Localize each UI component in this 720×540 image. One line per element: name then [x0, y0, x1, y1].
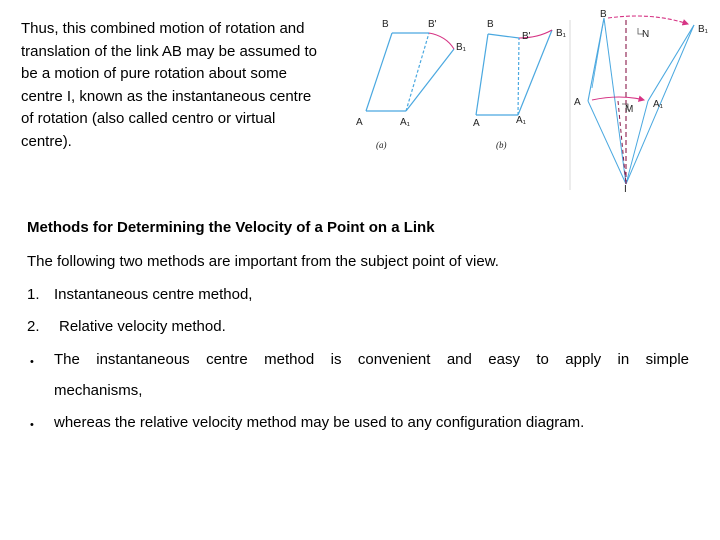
panel-b: [473, 19, 567, 150]
bullet-marker: •: [30, 419, 34, 431]
section-heading: Methods for Determining the Velocity of a Point on a Link: [27, 219, 435, 236]
label-a-Bprime: B': [428, 19, 437, 30]
intro-line: centre I, known as the instantaneous centre: [21, 87, 312, 105]
item-text: Instantaneous centre method,: [54, 286, 253, 303]
bullet-text: whereas the relative velocity method may be used to any configuration diagram.: [54, 414, 585, 431]
caption-b: (b): [496, 140, 507, 150]
link-c-A1B1: [648, 25, 694, 101]
label-c-I: I: [624, 184, 627, 193]
link-a-right: [406, 49, 454, 111]
label-c-N: N: [642, 29, 650, 40]
link-b-right: [518, 30, 552, 115]
label-b-Bprime: B': [522, 31, 531, 42]
label-b-B1: B₁: [556, 28, 567, 39]
label-a-A: A: [356, 117, 363, 128]
label-a-A1: A₁: [400, 117, 411, 128]
bullet-text-line1: The instantaneous centre method is convenient and easy to apply in simple: [54, 351, 689, 368]
link-b-left: [476, 34, 488, 115]
label-c-M: M: [625, 104, 634, 115]
label-b-A: A: [473, 118, 480, 129]
link-b-mid: [518, 38, 519, 115]
instantaneous-centre-figure: [352, 8, 720, 193]
panel-c: [574, 9, 709, 193]
intro-line: centre).: [21, 132, 72, 150]
caption-a: (a): [376, 140, 387, 150]
label-c-A1: A₁: [653, 99, 664, 110]
label-b-B: B: [487, 19, 494, 30]
figure-svg: [352, 8, 720, 193]
intro-paragraph: [21, 18, 356, 154]
methods-intro: The following two methods are important from the subject point of view.: [27, 253, 499, 270]
link-a-left: [366, 33, 392, 111]
arc-A-A1: [592, 97, 644, 100]
label-a-B1: B₁: [456, 42, 467, 53]
item-text: Relative velocity method.: [59, 318, 226, 335]
bullet-marker: •: [30, 356, 34, 368]
link-b-top: [488, 34, 519, 38]
ray-B-extra: [592, 18, 604, 88]
intro-line: Thus, this combined motion of rotation and: [21, 20, 305, 37]
label-b-A1: A₁: [516, 115, 527, 126]
label-c-A: A: [574, 97, 581, 108]
intro-line: translation of the link AB may be assumed to: [21, 42, 317, 60]
label-a-B: B: [382, 19, 389, 30]
label-c-B1: B₁: [698, 24, 709, 35]
arc-a: [429, 33, 454, 49]
bullet-text-line2: mechanisms,: [54, 382, 143, 399]
item-number: 1.: [27, 286, 40, 303]
label-c-B: B: [600, 9, 607, 20]
arc-B-B1: [608, 16, 688, 24]
intro-line: be a motion of pure rotation about some: [21, 65, 288, 83]
item-number: 2.: [27, 318, 40, 335]
link-a-mid: [406, 33, 429, 111]
intro-line: of rotation (also called centro or virtual: [21, 110, 276, 128]
panel-a: [356, 19, 467, 150]
